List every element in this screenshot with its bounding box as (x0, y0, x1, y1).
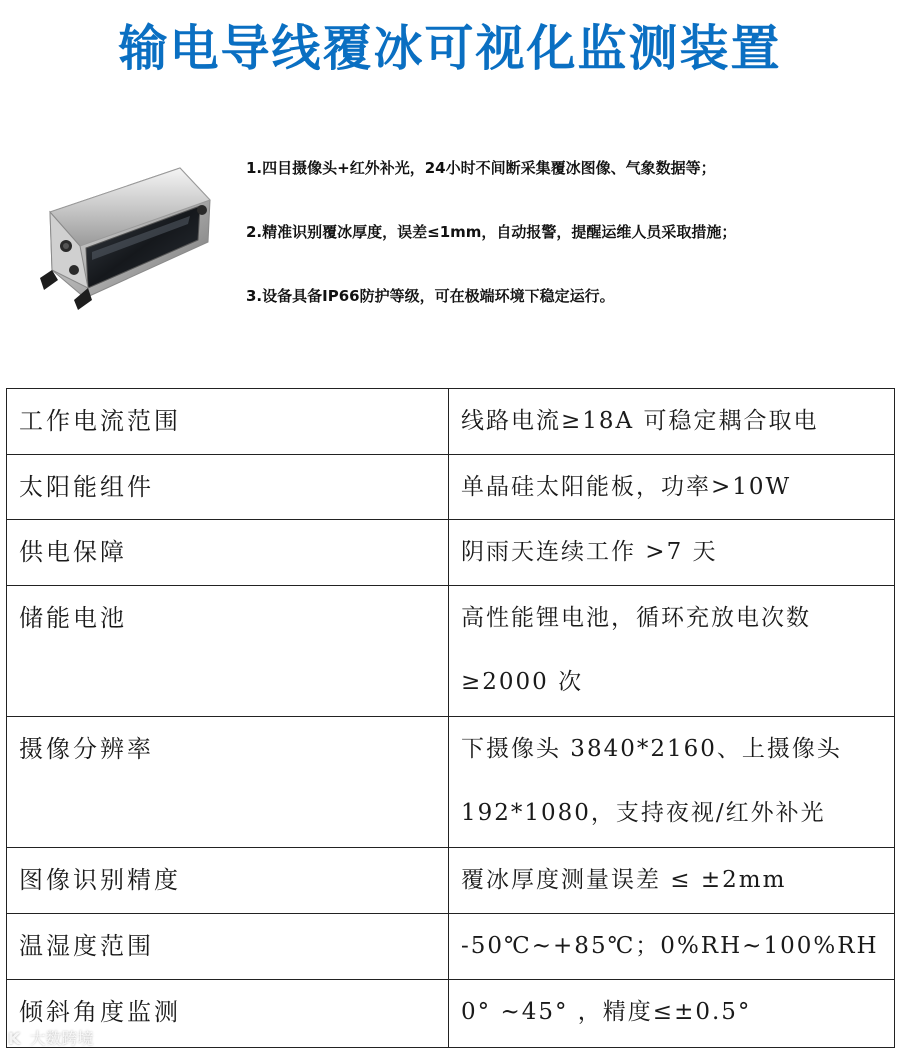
spec-name-cell: 工作电流范围 (7, 389, 449, 455)
table-row (7, 848, 895, 914)
spec-value-cell (449, 586, 895, 717)
spec-value-cell: -50℃~+85℃；0%RH~100%RH (449, 914, 895, 980)
spec-value-cell: 阴雨天连续工作 >7 天 (449, 520, 895, 586)
table-row (7, 520, 895, 586)
table-row (7, 586, 895, 717)
table-row (7, 717, 895, 848)
monitoring-device-image (30, 160, 220, 320)
spec-value-line: ≥2000 次 (461, 669, 584, 695)
spec-name-cell: 倾斜角度监测 (7, 980, 449, 1048)
spec-table (6, 388, 895, 1048)
spec-value-cell: 覆冰厚度测量误差 ≤ ±2mm (449, 848, 895, 914)
page-title: 输电导线覆冰可视化监测装置 (118, 20, 782, 77)
spec-value-cell: 单晶硅太阳能板，功率>10W (449, 455, 895, 520)
table-row (7, 455, 895, 520)
watermark (8, 1026, 94, 1049)
spec-value-line: 高性能锂电池，循环充放电次数 (461, 605, 811, 631)
spec-name-cell: 供电保障 (7, 520, 449, 586)
spec-value-cell (449, 717, 895, 848)
spec-value-line: 下摄像头 3840*2160、上摄像头 (461, 736, 842, 762)
spec-name-cell: 太阳能组件 (7, 455, 449, 520)
spec-value-line: 192*1080，支持夜视/红外补光 (461, 800, 826, 826)
spec-value-cell: 线路电流≥18A 可稳定耦合取电 (449, 389, 895, 455)
feature-item: 3.设备具备IP66防护等级，可在极端环境下稳定运行。 (246, 287, 615, 305)
feature-item: 1.四目摄像头+红外补光，24小时不间断采集覆冰图像、气象数据等； (246, 159, 716, 177)
feature-item: 2.精准识别覆冰厚度，误差≤1mm，自动报警，提醒运维人员采取措施； (246, 223, 737, 241)
watermark-text: 大数跨境 (29, 1029, 94, 1048)
spec-name-cell: 摄像分辨率 (7, 717, 449, 848)
spec-name-cell: 储能电池 (7, 586, 449, 717)
table-row (7, 914, 895, 980)
table-row (7, 389, 895, 455)
spec-name-cell: 图像识别精度 (7, 848, 449, 914)
table-row (7, 980, 895, 1048)
watermark-logo: K (8, 1029, 21, 1048)
spec-name-cell: 温湿度范围 (7, 914, 449, 980)
spec-value-cell: 0° ~45° ，精度≤±0.5° (449, 980, 895, 1048)
